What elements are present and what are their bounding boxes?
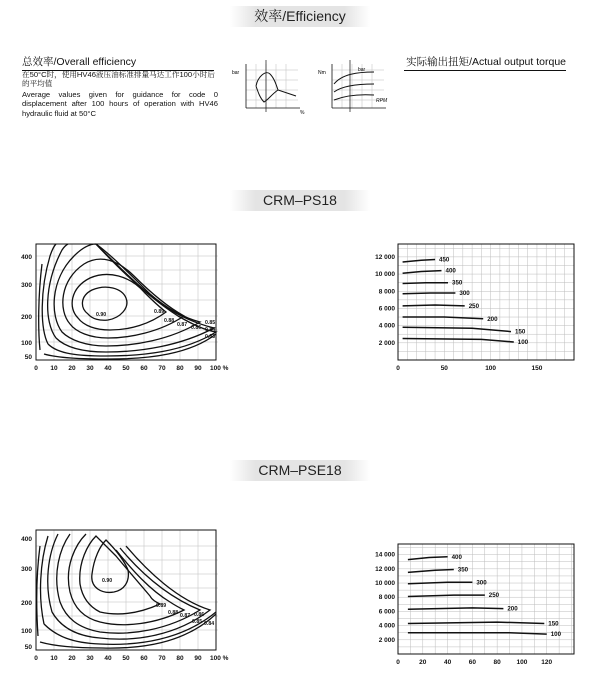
output-torque-title: 实际输出扭矩/Actual output torque: [404, 54, 566, 71]
torque-curve-400: [403, 271, 442, 274]
torque-curve-label: 350: [457, 566, 469, 574]
legend-bar-inner-label: bar: [358, 67, 366, 73]
overall-efficiency-title: 总效率/Overall efficiency: [22, 54, 214, 71]
x-tick-label: 100 %: [210, 655, 229, 662]
y-tick-label: 6 000: [378, 305, 395, 313]
contour-label: 0.90: [96, 312, 107, 318]
y-tick-label: 100: [21, 628, 32, 635]
torque-curve-350: [403, 283, 448, 284]
contour-label: 0.86: [194, 612, 205, 618]
x-tick-label: 20: [68, 655, 76, 662]
x-tick-label: 80: [176, 655, 184, 662]
contour-label: 0.84: [205, 327, 216, 333]
torque-curve-100: [403, 339, 514, 343]
y-tick-label: 12 000: [375, 253, 395, 261]
crm-ps18-efficiency-chart: [0, 240, 240, 376]
contour-label: 0.83: [205, 334, 216, 340]
x-tick-label: 60: [140, 365, 148, 372]
contour-label: 0.87: [177, 322, 188, 328]
x-tick-label: 150: [531, 365, 543, 372]
torque-curve-label: 100: [517, 338, 529, 346]
description-english: Average values given for guidance for code 0 displacement after 100 hours of operation with HV46 hydraulic fluid at 50°C: [22, 90, 218, 118]
crm-pse18-torque-chart: [370, 540, 580, 670]
x-tick-label: 90: [194, 655, 202, 662]
x-tick-label: 70: [158, 655, 166, 662]
crm-ps18-torque-chart: [370, 240, 580, 372]
torque-curve-label: 300: [476, 579, 487, 587]
torque-curve-label: 150: [515, 328, 526, 336]
torque-curve-label: 200: [487, 315, 498, 323]
contour-label: 0.89: [156, 603, 167, 609]
torque-curve-label: 150: [548, 620, 559, 628]
x-tick-label: 40: [104, 655, 112, 662]
y-tick-label: 14 000: [375, 551, 395, 559]
torque-curve-label: 350: [452, 279, 463, 287]
contour-label: 0.85: [205, 320, 216, 326]
contour-label: 0.90: [102, 578, 113, 584]
x-tick-label: 90: [194, 365, 202, 372]
torque-curve-label: 400: [445, 267, 456, 275]
torque-curve-label: 250: [488, 592, 500, 600]
torque-curve-350: [408, 570, 454, 573]
y-tick-label: 4 000: [378, 322, 395, 330]
x-tick-label: 70: [158, 365, 166, 372]
description-chinese: 在50°C时，使用HV46液压油标准排量马达工作100小时后的平均值: [22, 70, 215, 89]
x-tick-label: 100 %: [210, 365, 229, 372]
torque-curve-label: 450: [439, 256, 450, 264]
y-tick-label: 100: [21, 340, 32, 347]
torque-curve-label: 100: [550, 631, 562, 639]
torque-curve-150: [403, 327, 511, 331]
x-tick-label: 60: [468, 659, 476, 666]
x-tick-label: 10: [50, 365, 58, 372]
torque-curve-250: [403, 305, 465, 306]
contour-label: 0.87: [180, 613, 191, 619]
efficiency-banner: 效率/Efficiency: [230, 6, 370, 27]
y-tick-label: 200: [21, 314, 32, 321]
x-tick-label: 50: [440, 365, 448, 372]
contour-label: 0.88: [168, 610, 179, 616]
y-tick-label: 10 000: [375, 580, 395, 588]
y-tick-label: 2 000: [378, 636, 395, 644]
x-tick-label: 100: [485, 365, 497, 372]
y-tick-label: 400: [21, 536, 32, 543]
torque-curve-400: [408, 557, 448, 560]
y-tick-label: 8 000: [378, 288, 395, 296]
y-tick-label: 12 000: [375, 565, 395, 573]
x-tick-label: 60: [140, 655, 148, 662]
torque-curve-label: 250: [468, 302, 480, 310]
legend-rpm-label: RPM: [376, 98, 388, 104]
x-tick-label: 50: [122, 365, 130, 372]
x-tick-label: 80: [493, 659, 501, 666]
y-tick-label: 50: [24, 354, 32, 361]
efficiency-legend-diagram: [232, 60, 310, 116]
x-tick-label: 0: [396, 659, 400, 666]
y-tick-label: 6 000: [378, 608, 395, 616]
torque-curve-label: 400: [451, 553, 462, 561]
crm-ps18-banner: CRM–PS18: [230, 190, 370, 211]
x-tick-label: 0: [34, 365, 38, 372]
x-tick-label: 0: [396, 365, 400, 372]
y-tick-label: 400: [21, 254, 32, 261]
y-tick-label: 4 000: [378, 622, 395, 630]
x-tick-label: 10: [50, 655, 58, 662]
y-tick-label: 10 000: [375, 271, 395, 279]
x-tick-label: 40: [443, 659, 452, 666]
y-tick-label: 300: [21, 566, 32, 573]
torque-curve-200: [408, 608, 504, 609]
contour-label: 0.85: [192, 619, 203, 625]
y-tick-label: 8 000: [378, 594, 395, 602]
crm-pse18-efficiency-chart: [0, 526, 240, 666]
torque-curve-label: 300: [459, 289, 470, 297]
torque-legend-diagram: [318, 60, 398, 116]
x-tick-label: 0: [34, 655, 38, 662]
contour-label: 0.89: [154, 309, 165, 315]
y-tick-label: 300: [21, 282, 32, 289]
x-tick-label: 40: [104, 365, 112, 372]
legend-percent-label: %: [300, 110, 305, 116]
x-tick-label: 80: [176, 365, 184, 372]
x-tick-label: 30: [86, 655, 94, 662]
x-tick-label: 30: [86, 365, 94, 372]
torque-curve-150: [408, 622, 544, 623]
legend-nm-label: Nm: [318, 70, 326, 76]
contour-label: 0.84: [204, 621, 215, 627]
torque-curve-label: 200: [507, 605, 518, 613]
x-tick-label: 50: [122, 655, 130, 662]
torque-curve-250: [408, 595, 485, 596]
contour-label: 0.86: [191, 325, 202, 331]
y-tick-label: 200: [21, 600, 32, 607]
x-tick-label: 20: [419, 659, 427, 666]
x-tick-label: 120: [541, 659, 553, 666]
crm-pse18-banner: CRM–PSE18: [230, 460, 370, 481]
contour-label: 0.88: [164, 318, 175, 324]
x-tick-label: 20: [68, 365, 76, 372]
torque-curve-300: [408, 582, 473, 583]
y-tick-label: 2 000: [378, 339, 395, 347]
y-tick-label: 50: [24, 644, 32, 651]
x-tick-label: 100: [516, 659, 528, 666]
legend-bar-label: bar: [232, 70, 240, 76]
torque-curve-300: [403, 293, 456, 294]
torque-curve-100: [408, 633, 547, 634]
